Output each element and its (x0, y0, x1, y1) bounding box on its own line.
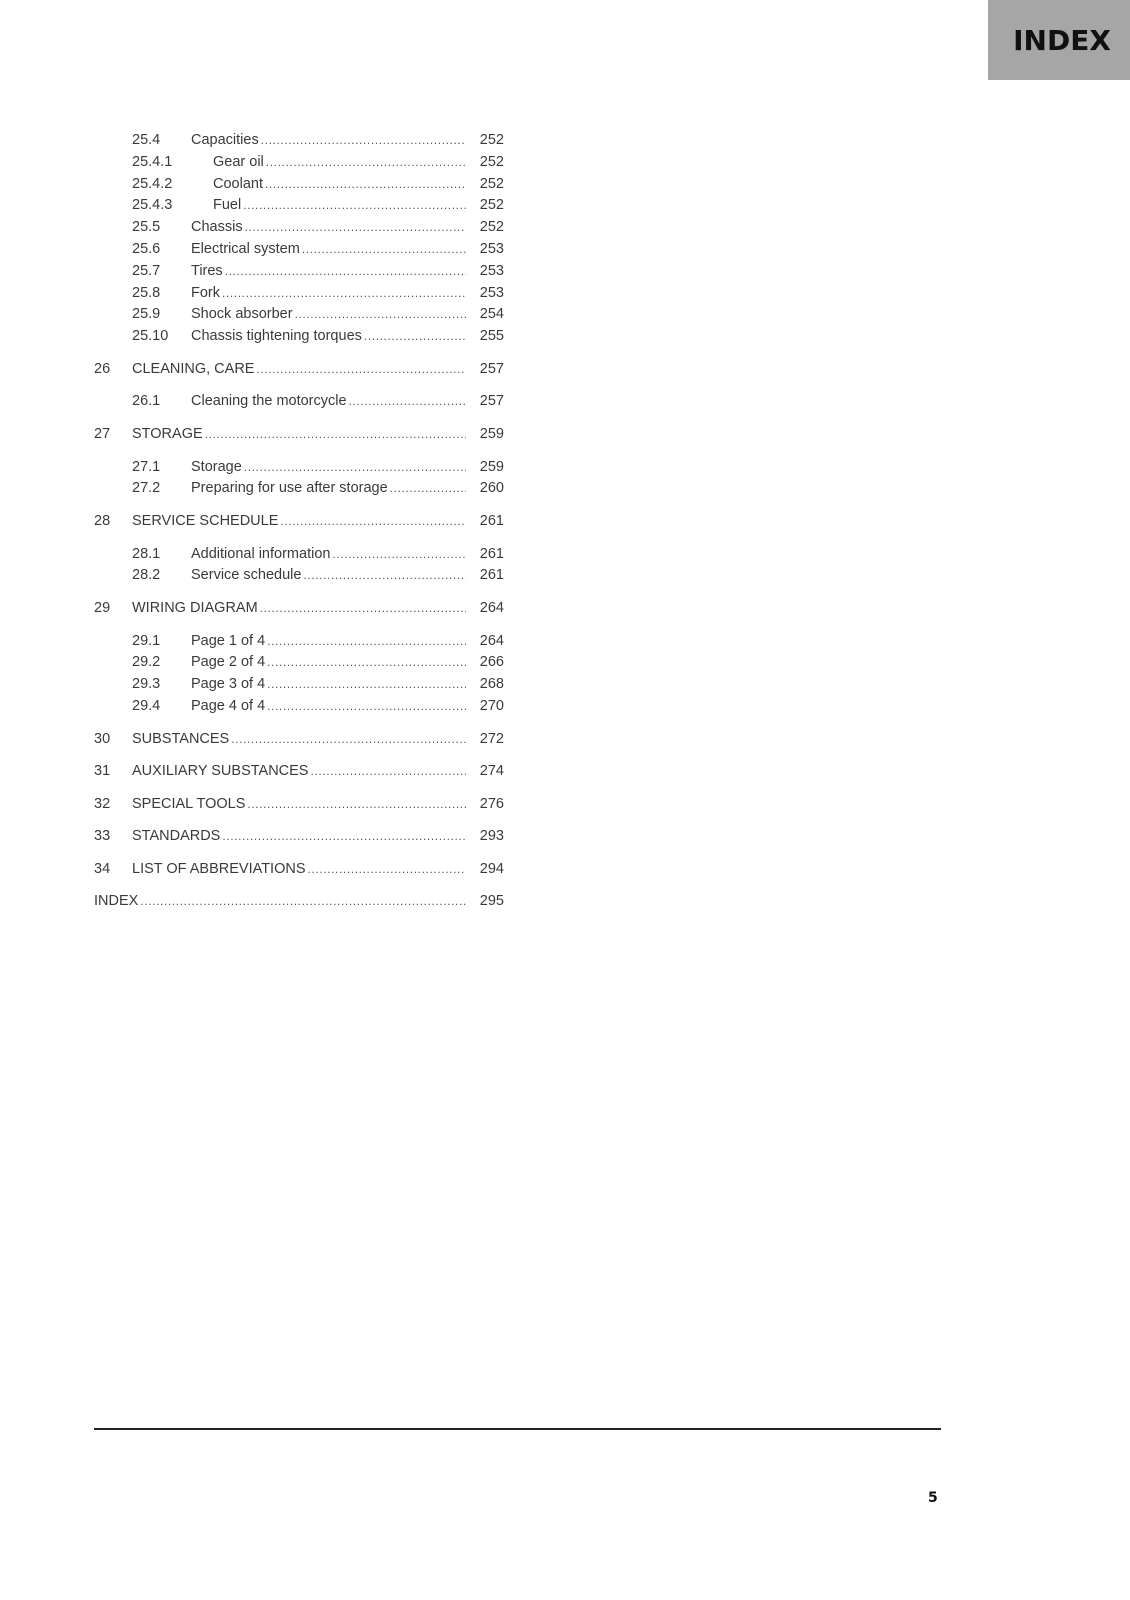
toc-dot-leader (267, 631, 466, 653)
toc-dot-leader (225, 261, 466, 283)
toc-entry-number: 28 (94, 512, 111, 529)
toc-entry-title: INDEX (94, 893, 139, 910)
toc-entry-number: 26 (94, 360, 111, 377)
toc-entry[interactable] (94, 304, 504, 326)
toc-entry-title: Chassis (191, 219, 243, 236)
toc-entry[interactable] (94, 674, 504, 696)
toc-entry[interactable] (94, 598, 504, 620)
toc-entry-title: SUBSTANCES (132, 730, 230, 747)
toc-entry-number: 25.8 (132, 284, 161, 301)
toc-dot-leader (245, 217, 466, 239)
toc-entry-page: 252 (479, 175, 504, 192)
toc-dot-leader (390, 478, 466, 500)
toc-entry-title: Fork (191, 284, 220, 301)
toc-entry-number: 25.4.2 (132, 175, 173, 192)
toc-entry-number: 31 (94, 763, 111, 780)
toc-entry-title: Electrical system (191, 240, 300, 257)
toc-dot-leader (266, 152, 466, 174)
toc-entry-title: Page 1 of 4 (191, 632, 266, 649)
toc-dot-leader (310, 761, 466, 783)
toc-entry-page: 295 (479, 893, 504, 910)
toc-entry[interactable] (94, 457, 504, 479)
toc-entry-number: 27 (94, 425, 111, 442)
toc-entry-page: 293 (479, 828, 504, 845)
toc-entry-number: 29.1 (132, 632, 161, 649)
toc-dot-leader (364, 326, 466, 348)
toc-entry-number: 25.9 (132, 306, 161, 323)
toc-entry-number: 29.3 (132, 676, 161, 693)
toc-entry[interactable] (94, 391, 504, 413)
page-number: 5 (928, 1490, 938, 1506)
toc-entry-title: Page 2 of 4 (191, 654, 266, 671)
toc-entry-number: 25.7 (132, 262, 161, 279)
toc-dot-leader (303, 565, 466, 587)
toc-entry-page: 261 (479, 567, 504, 584)
toc-entry-number: 29 (94, 599, 111, 616)
toc-entry[interactable] (94, 891, 504, 913)
toc-entry-page: 253 (479, 240, 504, 257)
toc-dot-leader (261, 130, 466, 152)
toc-entry-title: Chassis tightening torques (191, 328, 362, 345)
toc-dot-leader (140, 891, 466, 913)
toc-entry-number: 34 (94, 860, 111, 877)
table-of-contents (94, 130, 504, 913)
toc-entry[interactable] (94, 152, 504, 174)
section-tab-label: INDEX (1013, 23, 1111, 57)
toc-entry[interactable] (94, 130, 504, 152)
toc-entry-number: 25.4.3 (132, 197, 173, 214)
toc-entry[interactable] (94, 761, 504, 783)
toc-entry[interactable] (94, 631, 504, 653)
toc-entry-page: 270 (479, 697, 504, 714)
toc-entry-number: 25.10 (132, 328, 169, 345)
toc-dot-leader (205, 424, 466, 446)
toc-entry-page: 268 (479, 676, 504, 693)
toc-entry[interactable] (94, 283, 504, 305)
toc-entry-title: CLEANING, CARE (132, 360, 255, 377)
toc-dot-leader (349, 391, 466, 413)
toc-entry[interactable] (94, 652, 504, 674)
toc-entry-title: Fuel (213, 197, 242, 214)
toc-dot-leader (222, 826, 466, 848)
toc-entry[interactable] (94, 326, 504, 348)
toc-dot-leader (295, 304, 466, 326)
toc-entry[interactable] (94, 424, 504, 446)
toc-entry[interactable] (94, 544, 504, 566)
toc-entry-page: 264 (479, 632, 504, 649)
toc-entry-page: 259 (479, 458, 504, 475)
toc-dot-leader (260, 598, 466, 620)
toc-entry-number: 30 (94, 730, 111, 747)
toc-entry[interactable] (94, 826, 504, 848)
toc-entry[interactable] (94, 794, 504, 816)
toc-entry-page: 255 (479, 328, 504, 345)
toc-dot-leader (267, 674, 466, 696)
toc-entry-number: 28.1 (132, 545, 161, 562)
toc-dot-leader (267, 696, 466, 718)
toc-entry-title: AUXILIARY SUBSTANCES (132, 763, 309, 780)
toc-entry-number: 29.2 (132, 654, 161, 671)
toc-entry-page: 261 (479, 545, 504, 562)
toc-entry-number: 27.2 (132, 480, 161, 497)
toc-entry-title: Coolant (213, 175, 263, 192)
toc-entry[interactable] (94, 261, 504, 283)
toc-entry-title: LIST OF ABBREVIATIONS (132, 860, 306, 877)
toc-entry-title: Tires (191, 262, 223, 279)
toc-entry-title: Cleaning the motorcycle (191, 393, 347, 410)
toc-dot-leader (247, 794, 466, 816)
toc-entry-page: 252 (479, 197, 504, 214)
toc-entry-page: 257 (479, 360, 504, 377)
toc-entry-number: 25.4 (132, 132, 161, 148)
toc-entry-page: 272 (479, 730, 504, 747)
toc-entry-title: SPECIAL TOOLS (132, 795, 246, 812)
toc-entry[interactable] (94, 729, 504, 751)
toc-dot-leader (267, 652, 466, 674)
toc-dot-leader (280, 511, 466, 533)
toc-entry-number: 33 (94, 828, 111, 845)
toc-entry[interactable] (94, 478, 504, 500)
toc-entry-title: SERVICE SCHEDULE (132, 512, 279, 529)
footer-divider (94, 1428, 941, 1430)
toc-entry-number: 25.4.1 (132, 153, 173, 170)
toc-entry-page: 261 (479, 512, 504, 529)
toc-entry-title: STORAGE (132, 425, 203, 442)
toc-entry-page: 294 (479, 860, 504, 877)
toc-entry[interactable] (94, 174, 504, 196)
toc-entry-number: 29.4 (132, 697, 161, 714)
toc-dot-leader (244, 457, 466, 479)
toc-entry-title: Service schedule (191, 567, 302, 584)
toc-dot-leader (265, 174, 466, 196)
toc-entry-page: 259 (479, 425, 504, 442)
section-tab-index (988, 0, 1130, 80)
toc-entry-page: 266 (479, 654, 504, 671)
toc-entry-page: 253 (479, 284, 504, 301)
toc-entry-title: Shock absorber (191, 306, 293, 323)
toc-entry-number: 28.2 (132, 567, 161, 584)
toc-entry-page: 254 (479, 306, 504, 323)
toc-entry-title: Gear oil (213, 153, 264, 170)
toc-entry-page: 252 (479, 153, 504, 170)
toc-entry-page: 274 (479, 763, 504, 780)
toc-entry-page: 253 (479, 262, 504, 279)
toc-entry-title: STANDARDS (132, 828, 221, 845)
toc-entry-title: Capacities (191, 132, 259, 148)
toc-dot-leader (243, 195, 466, 217)
toc-entry-page: 252 (479, 132, 504, 148)
toc-entry[interactable] (94, 696, 504, 718)
toc-entry-number: 26.1 (132, 393, 161, 410)
toc-entry-title: Storage (191, 458, 242, 475)
toc-entry-page: 260 (479, 480, 504, 497)
toc-entry[interactable] (94, 195, 504, 217)
toc-entry-page: 252 (479, 219, 504, 236)
toc-entry-title: Preparing for use after storage (191, 480, 388, 497)
toc-entry[interactable] (94, 217, 504, 239)
toc-entry-number: 32 (94, 795, 111, 812)
toc-entry-title: Page 3 of 4 (191, 676, 266, 693)
toc-dot-leader (308, 859, 466, 881)
toc-entry-title: Page 4 of 4 (191, 697, 266, 714)
toc-dot-leader (222, 283, 466, 305)
toc-dot-leader (332, 544, 466, 566)
toc-dot-leader (231, 729, 466, 751)
toc-entry-page: 276 (479, 795, 504, 812)
toc-entry[interactable] (94, 239, 504, 261)
toc-entry[interactable] (94, 511, 504, 533)
toc-entry[interactable] (94, 565, 504, 587)
toc-entry-number: 27.1 (132, 458, 161, 475)
toc-entry[interactable] (94, 859, 504, 881)
toc-entry-page: 264 (479, 599, 504, 616)
toc-entry-title: WIRING DIAGRAM (132, 599, 258, 616)
toc-entry[interactable] (94, 359, 504, 381)
toc-dot-leader (302, 239, 466, 261)
toc-entry-number: 25.6 (132, 240, 161, 257)
toc-entry-number: 25.5 (132, 219, 161, 236)
toc-entry-page: 257 (479, 393, 504, 410)
toc-dot-leader (256, 359, 466, 381)
toc-entry-title: Additional information (191, 545, 331, 562)
